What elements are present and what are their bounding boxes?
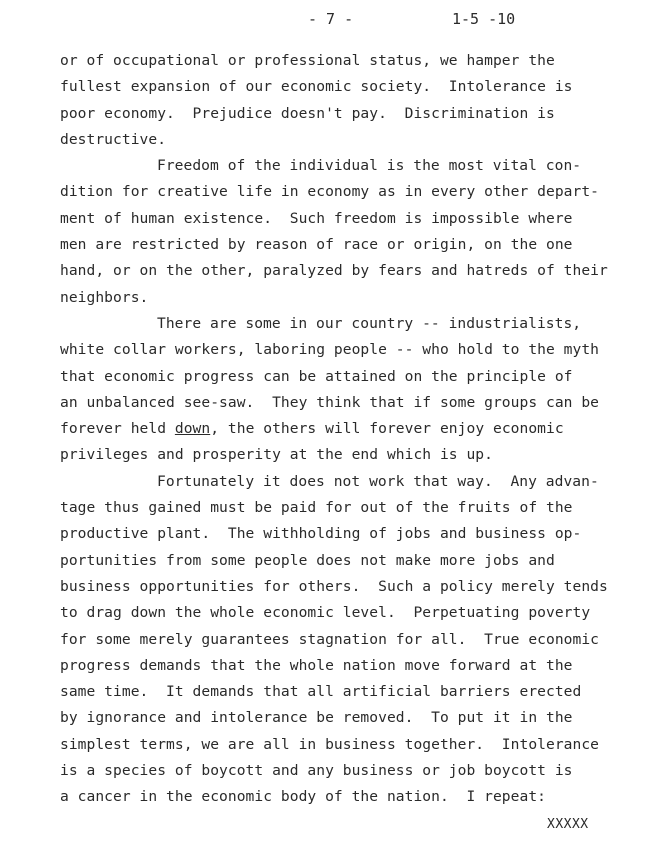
text-line: tage thus gained must be paid for out of the fruits of the [60,499,573,517]
text-line: is a species of boycott and any business or job boycott is [60,762,573,780]
text-line: neighbors. [60,288,149,306]
text-line: Freedom of the individual is the most vital con- [157,157,582,175]
page-header [0,10,660,34]
text-line: destructive. [60,130,167,148]
text-line: portunities from some people does not make more jobs and [60,551,555,569]
underlined-word: down [174,420,211,438]
continuation-mark: XXXXX [547,817,589,832]
text-line: poor economy. Prejudice doesn't pay. Discrimination is [60,104,555,122]
text-line: white collar workers, laboring people -- who hold to the myth [60,341,600,359]
page-number: - 7 - [308,10,354,28]
text-segment: , the others will forever enjoy economic [210,420,564,438]
text-line: that economic progress can be attained on the principle of [60,367,573,385]
document-body [60,48,640,811]
text-segment: forever held [60,420,175,438]
text-line: by ignorance and intolerance be removed. To put it in the [60,709,573,727]
page-date: 1-5 -10 [452,10,516,28]
text-line: men are restricted by reason of race or origin, on the one [60,236,573,254]
text-line-with-underline [60,416,640,442]
text-line: a cancer in the economic body of the nation. I repeat: [60,788,546,806]
text-line: business opportunities for others. Such a policy merely tends [60,577,608,595]
text-line: an unbalanced see-saw. They think that if some groups can be [60,393,600,411]
text-line: progress demands that the whole nation move forward at the [60,656,573,674]
text-line: Fortunately it does not work that way. Any advan- [157,472,599,490]
text-line: There are some in our country -- industrialists, [157,314,582,332]
text-line: same time. It demands that all artificial barriers erected [60,683,582,701]
text-line: or of occupational or professional status, we hamper the [60,52,555,69]
text-line: dition for creative life in economy as in every other depart- [60,183,600,201]
text-line: for some merely guarantees stagnation for all. True economic [60,630,600,648]
text-line: fullest expansion of our economic society. Intolerance is [60,78,573,96]
text-line: simplest terms, we are all in business together. Intolerance [60,735,600,753]
text-line: productive plant. The withholding of jobs and business op- [60,525,582,543]
text-line: privileges and prosperity at the end which is up. [60,446,493,464]
text-line: ment of human existence. Such freedom is impossible where [60,209,573,227]
text-line: to drag down the whole economic level. Perpetuating poverty [60,604,591,622]
text-line: hand, or on the other, paralyzed by fears and hatreds of their [60,262,608,280]
